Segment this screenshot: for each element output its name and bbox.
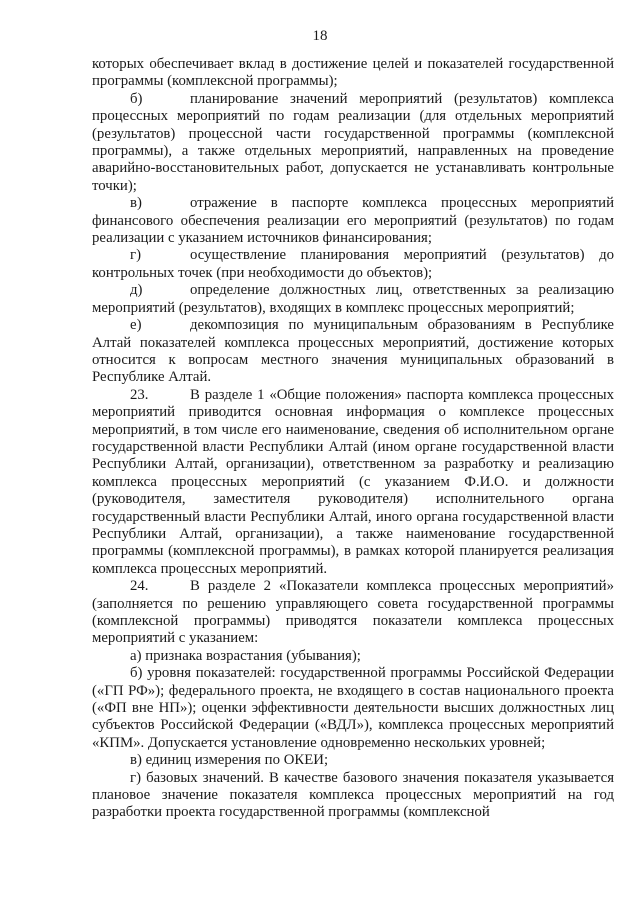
clause-number: 24. — [130, 578, 149, 595]
sub-item-a: а) признака возрастания (убывания); — [130, 647, 361, 664]
list-text: планирование значений мероприятий (результатов) комплекса процессных мероприятий по годам реализации (для отдельных мероприятий (результатов) процессной части государственной программы (комплексной программы), а также отдельных мероприятий, направленных на проведение аварийно-восстановительных работ, допускается не устанавливать контрольные точки); — [92, 90, 614, 194]
sub-item-g: г) базовых значений. В качестве базового значения показателя указывается плановое значение показателя комплекса процессных мероприятий на год разработки проекта государственной программы (комплексной — [92, 769, 614, 821]
list-label: б) — [130, 90, 143, 107]
list-item-d — [92, 282, 614, 317]
sub-item-b: б) уровня показателей: государственной программы Российской Федерации («ГП РФ»); федерального проекта, не входящего в состав национального проекта («ФП вне НП»); оценки эффективности деятельности высших должностных лиц субъектов Российской Федерации («ВДЛ»), комплекса процессных мероприятий «КПМ». Допускается установление одновременно нескольких уровней; — [92, 665, 614, 751]
list-item-v — [92, 195, 614, 247]
list-label: в) — [130, 195, 142, 212]
list-text: декомпозиция по муниципальным образованиям в Республике Алтай показателей комплекса процессных мероприятий, достижение которых относится к вопросам местного значения муниципальных образований в Республике Алтай. — [92, 317, 614, 386]
list-item-g — [92, 247, 614, 282]
clause-text: В разделе 1 «Общие положения» паспорта комплекса процессных мероприятий приводится основная информация о комплексе процессных мероприятий, в том числе его наименование, сведения об исполнительном органе государственной власти Республики Алтай (ином органе государственной власти Республики Алтай, организации), ответственном за разработку и реализацию комплекса процессных мероприятий (с указанием Ф.И.О. и должности (руководителя, заместителя руководителя) исполнительного органа государственный власти Республики Алтай, иного органа государственной власти Республики Алтай, организации), а также наименование государственной программы (комплексной программы), в рамках которой планируется реализация комплекса процессных мероприятий. — [92, 386, 614, 577]
sub-item-v: в) единиц измерения по ОКЕИ; — [130, 752, 329, 769]
list-text: определение должностных лиц, ответственных за реализацию мероприятий (результатов), входящих в комплекс процессных мероприятий; — [92, 282, 614, 316]
clause-number: 23. — [130, 386, 149, 403]
list-label: д) — [130, 282, 143, 299]
clause-text: В разделе 2 «Показатели комплекса процессных мероприятий» (заполняется по решению управляющего совета государственной программы (комплексной программы) приводятся показатели комплекса процессных мероприятий с указанием: — [92, 578, 614, 647]
list-item-b — [92, 91, 614, 195]
list-item-e — [92, 317, 614, 387]
page-number: 18 — [312, 28, 328, 44]
clause-23 — [92, 387, 614, 578]
list-label: е) — [130, 317, 142, 334]
clause-24 — [92, 578, 614, 648]
paragraph-continuation: которых обеспечивает вклад в достижение целей и показателей государственной программы (комплексной программы); — [92, 56, 614, 90]
list-text: отражение в паспорте комплекса процессных мероприятий финансового обеспечения реализации его мероприятий (результатов) по годам реализации с указанием источников финансирования; — [92, 195, 614, 247]
list-label: г) — [130, 247, 141, 264]
list-text: осуществление планирования мероприятий (результатов) до контрольных точек (при необходимости до объектов); — [92, 247, 614, 281]
document-body — [92, 56, 614, 822]
